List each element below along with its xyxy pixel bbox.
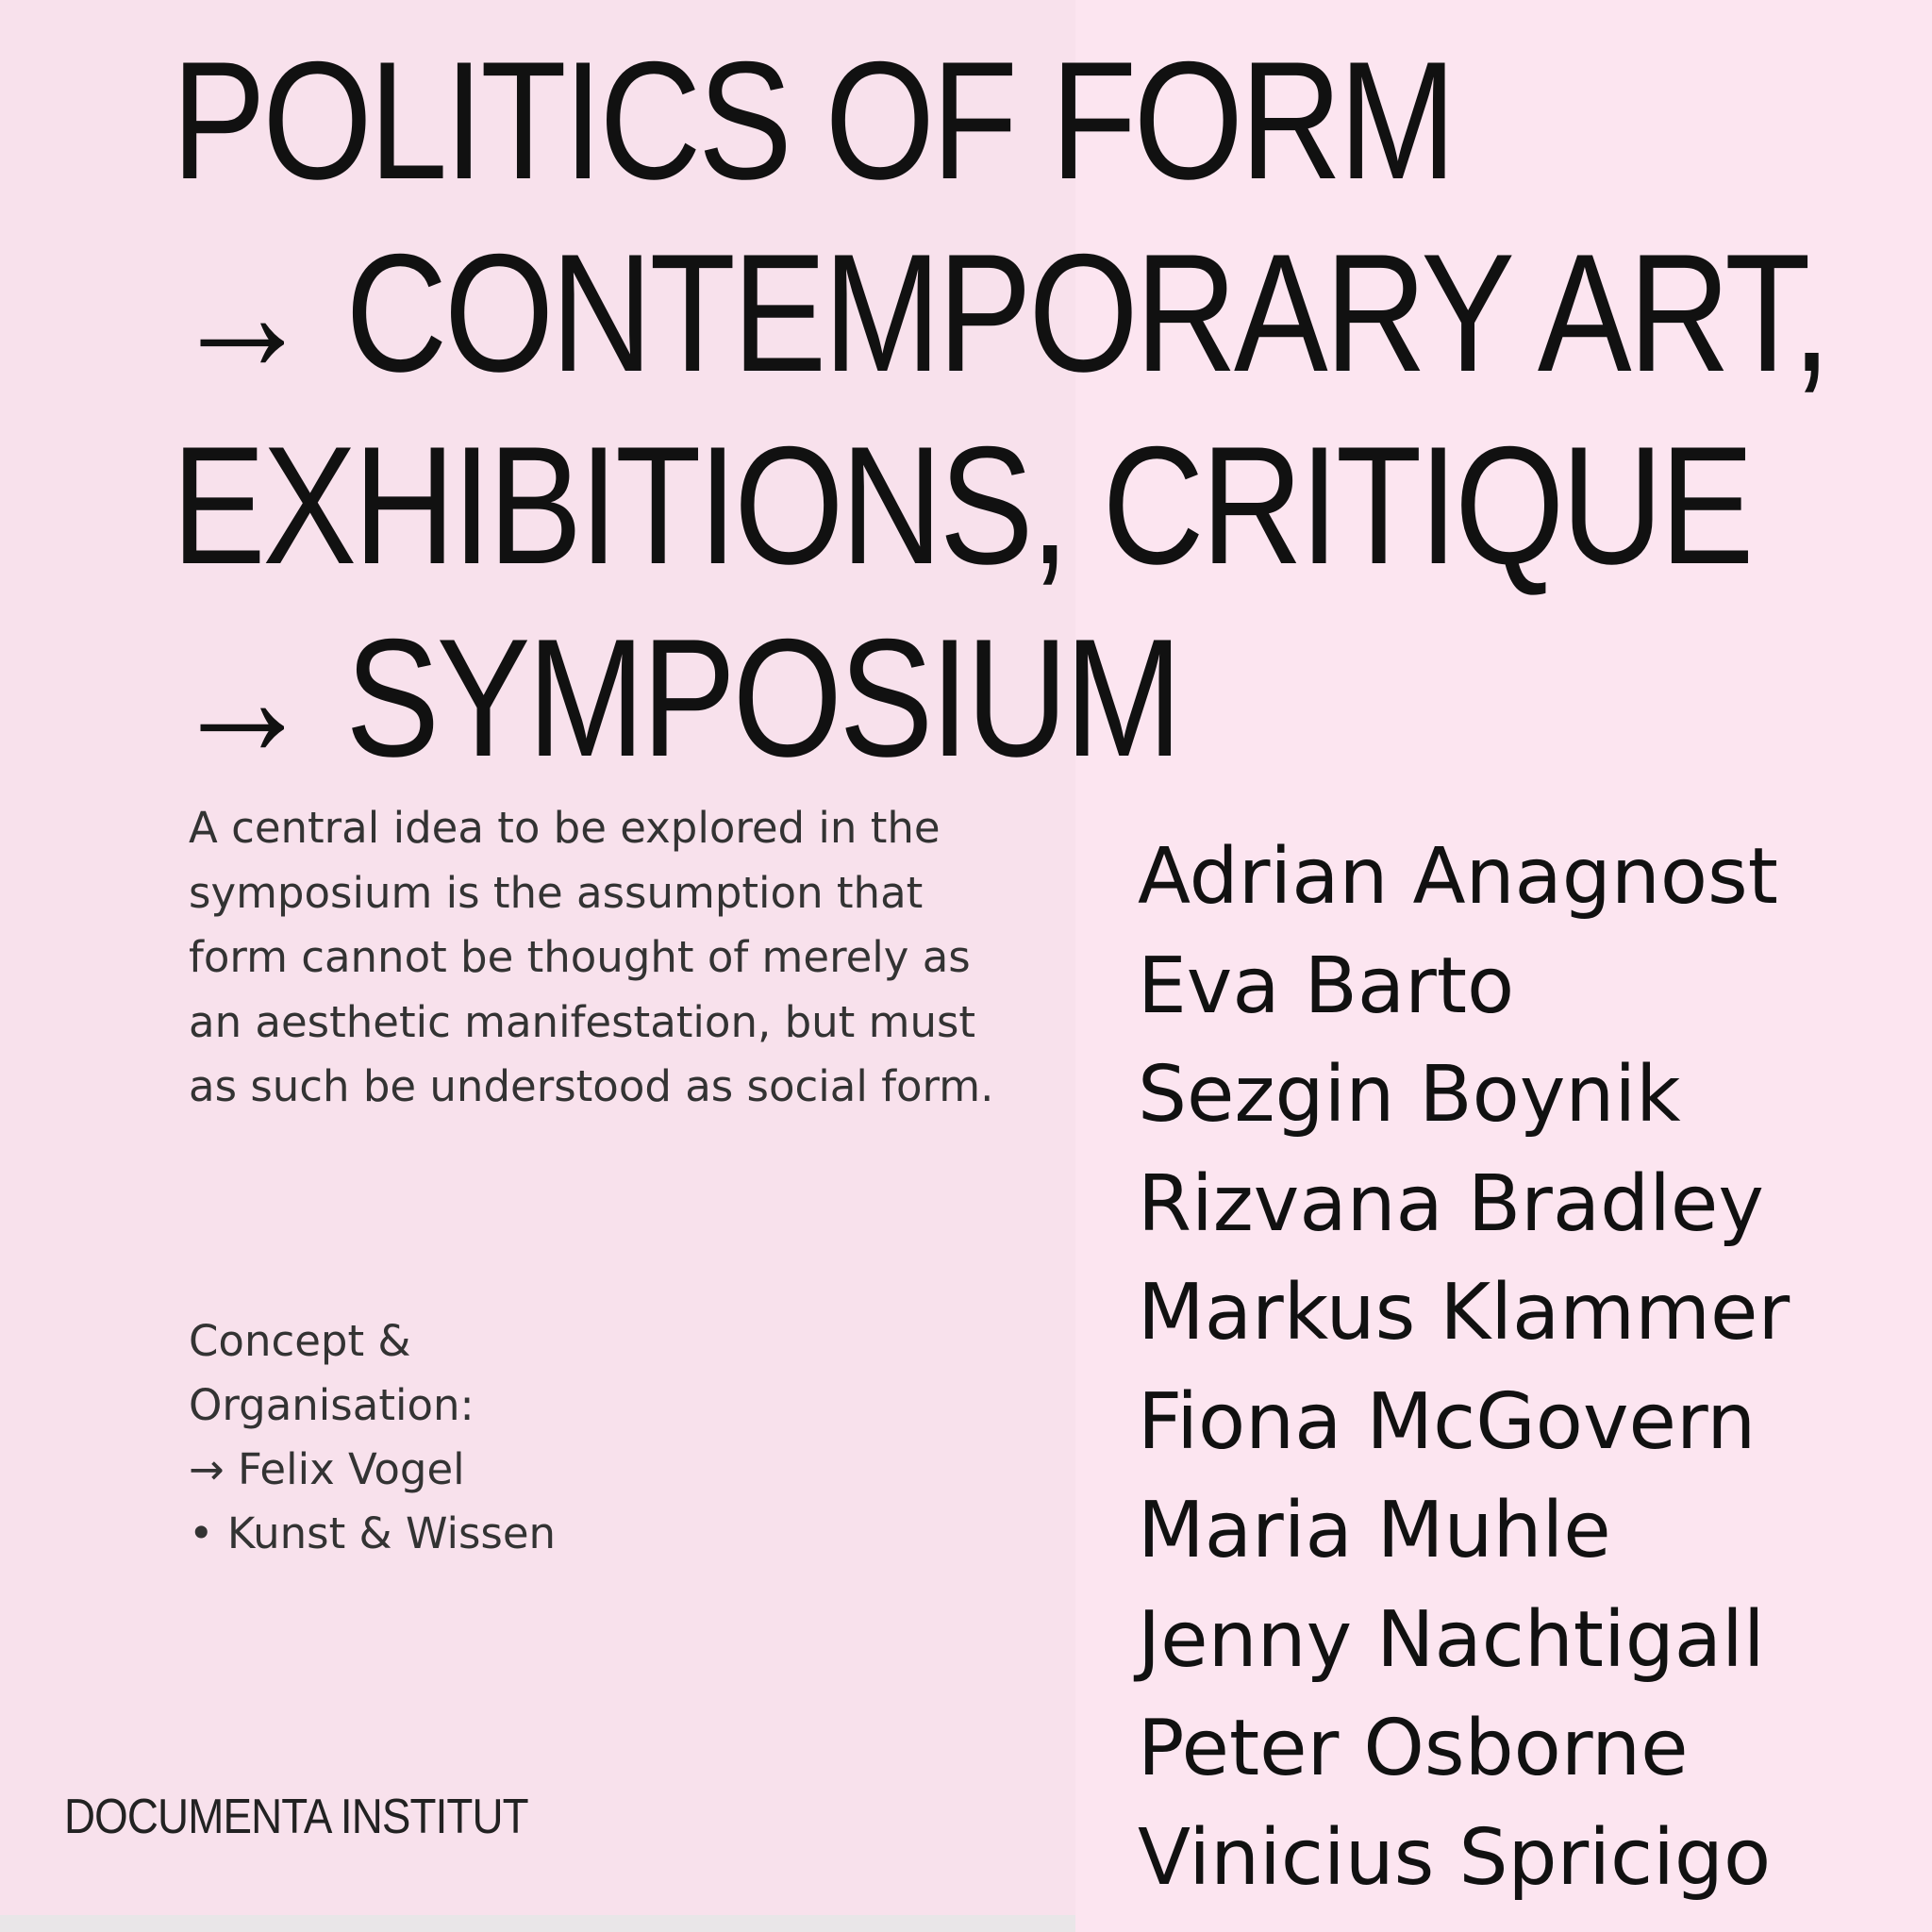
- credits-concept: Concept &: [189, 1316, 411, 1366]
- participant-name: Peter Osborne: [1138, 1704, 1689, 1793]
- participant-name: Maria Muhle: [1138, 1486, 1611, 1575]
- participant-name: Sezgin Boynik: [1138, 1050, 1681, 1140]
- credits-felix-vogel: → Felix Vogel: [189, 1444, 465, 1494]
- credits-organisation: Organisation:: [189, 1380, 475, 1430]
- credits: [189, 1309, 1000, 1566]
- headline-line-2: → CONTEMPORARY ART,: [172, 219, 1828, 407]
- documenta-institut-logo: DOCUMENTA INSTITUT: [64, 1790, 528, 1844]
- participant-name: Adrian Anagnost: [1138, 832, 1778, 922]
- headline: [172, 25, 1828, 794]
- headline-line-4: → SYMPOSIUM: [172, 604, 1179, 791]
- headline-line-3: EXHIBITIONS, CRITIQUE: [172, 411, 1752, 599]
- headline-line-1: POLITICS OF FORM: [172, 26, 1454, 214]
- participant-list: [1138, 823, 1790, 1912]
- participant-name: Rizvana Bradley: [1138, 1158, 1764, 1249]
- credits-kunst-wissen: • Kunst & Wissen: [189, 1508, 557, 1558]
- participant-name: Fiona McGovern: [1138, 1376, 1757, 1467]
- participant-name: Vinicius Spricigo: [1138, 1812, 1772, 1903]
- intro-text: A central idea to be explored in the symposium is the assumption that form cannot be thought of merely as an aesthetic manifestation, but must as such be understood as social form.: [189, 803, 994, 1111]
- participant-name: Eva Barto: [1138, 941, 1515, 1031]
- bottom-strip: [0, 1915, 1075, 1932]
- participant-name: Jenny Nachtigall: [1138, 1594, 1765, 1685]
- participant-name: Markus Klammer: [1138, 1268, 1790, 1357]
